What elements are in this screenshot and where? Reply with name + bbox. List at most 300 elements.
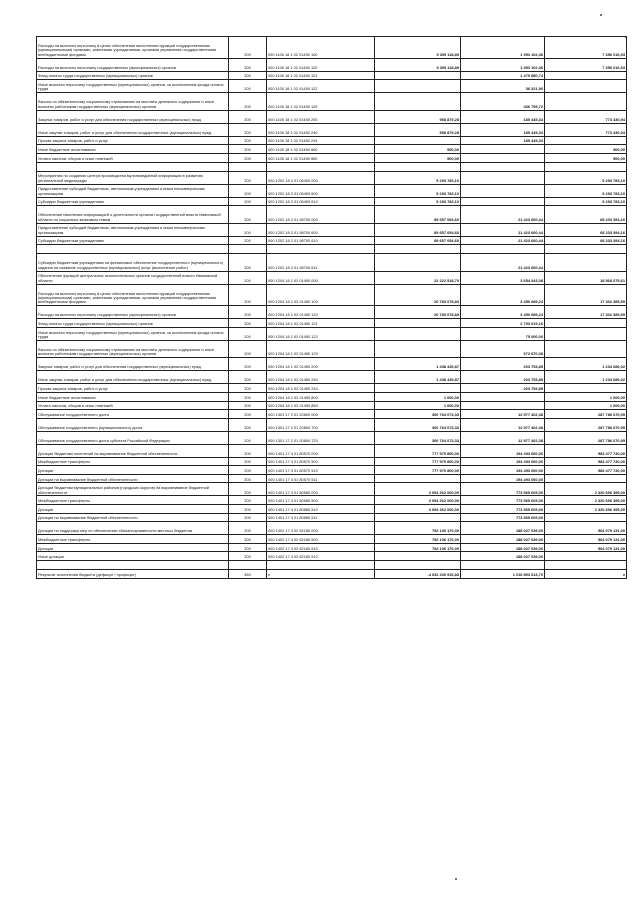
row-classification-cell: 000 1401 17 4 01 80580 500 <box>267 496 375 505</box>
table-row <box>37 496 627 505</box>
spacer-cell <box>461 162 545 171</box>
row-executed-amount-cell: 203 753,85 <box>461 358 545 371</box>
table-row <box>37 371 627 384</box>
row-approved-amount-cell: 300 764 073,33 <box>375 418 461 431</box>
row-classification-cell: 000 1301 17 2 01 20800 000 <box>267 410 375 419</box>
row-approved-amount-cell <box>375 474 461 483</box>
table-row <box>37 93 627 110</box>
row-name-cell: Предоставление субсидий бюджетным, автономным учреждениям и иным некоммерческим организациям <box>37 223 229 236</box>
table-row <box>37 410 627 419</box>
row-executed-amount-cell: 21 423 660,44 <box>461 206 545 223</box>
row-name-cell: Дотации <box>37 505 229 514</box>
row-code-cell: 200 <box>229 483 267 496</box>
row-classification-cell: 000 1202 18 2 01 98700 610 <box>267 236 375 245</box>
row-remaining-amount-cell: 773 430,94 <box>545 110 627 123</box>
row-name-cell: Взносы по обязательному социальному страхованию на выплаты денежного содержания и иные выплаты работникам государственных (муниципальных) органов <box>37 340 229 357</box>
row-code-cell: 200 <box>229 513 267 522</box>
row-code-cell: 200 <box>229 145 267 154</box>
table-row <box>37 236 627 245</box>
row-classification-cell: 000 1204 18 1 02 01450 200 <box>267 358 375 371</box>
row-executed-amount-cell: 2 703 019,16 <box>461 319 545 328</box>
spacer-cell <box>229 245 267 254</box>
spacer-cell <box>545 245 627 254</box>
row-executed-amount-cell: 188 027 039,00 <box>461 552 545 561</box>
row-code-cell: 200 <box>229 457 267 466</box>
table-row <box>37 358 627 371</box>
spacer-cell <box>545 162 627 171</box>
row-name-cell: Закупка товаров, работ и услуг для обеспечения государственных (муниципальных) нужд <box>37 358 229 371</box>
row-code-cell: 200 <box>229 466 267 475</box>
row-name-cell: Субсидии бюджетным учреждениям на финансовое обеспечение государственного (муниципального) задания на оказание государственных (муниципальных) услуг (выполнение работ) <box>37 254 229 271</box>
table-row <box>37 444 627 457</box>
row-approved-amount-cell: 1 000,00 <box>375 392 461 401</box>
row-approved-amount-cell: 22 222 518,70 <box>375 271 461 284</box>
row-approved-amount-cell: 777 970 800,00 <box>375 466 461 475</box>
row-classification-cell: 000 1105 18 1 02 01450 244 <box>267 136 375 145</box>
row-approved-amount-cell <box>375 327 461 340</box>
row-code-cell: 200 <box>229 197 267 206</box>
row-executed-amount-cell: 203 753,85 <box>461 371 545 384</box>
row-classification-cell: 000 1202 18 2 01 98700 000 <box>267 206 375 223</box>
row-approved-amount-cell: 5 293 783,10 <box>375 171 461 184</box>
row-name-cell: Расходы на выплаты персоналу государственных (муниципальных) органов <box>37 58 229 71</box>
row-executed-amount-cell: 773 565 605,00 <box>461 483 545 496</box>
row-executed-amount-cell: 3 450 689,24 <box>461 284 545 306</box>
row-executed-amount-cell: 194 493 060,00 <box>461 474 545 483</box>
row-remaining-amount-cell <box>545 340 627 357</box>
row-approved-amount-cell <box>375 513 461 522</box>
budget-table-body <box>37 37 627 579</box>
row-name-cell: Иные бюджетные ассигнования <box>37 392 229 401</box>
row-remaining-amount-cell: 17 332 389,59 <box>545 284 627 306</box>
row-name-cell: Дотации <box>37 543 229 552</box>
row-remaining-amount-cell <box>545 254 627 271</box>
row-code-cell: 200 <box>229 401 267 410</box>
row-executed-amount-cell: 194 493 060,00 <box>461 466 545 475</box>
row-approved-amount-cell: 752 106 170,00 <box>375 543 461 552</box>
row-remaining-amount-cell: 500,00 <box>545 153 627 162</box>
row-approved-amount-cell: 89 657 054,60 <box>375 236 461 245</box>
row-name-cell: Фонд оплаты труда государственных (муниципальных) органов <box>37 319 229 328</box>
row-executed-amount-cell: 3 450 689,24 <box>461 306 545 319</box>
table-row <box>37 80 627 93</box>
row-code-cell: 200 <box>229 384 267 393</box>
row-approved-amount-cell: 5 293 783,10 <box>375 197 461 206</box>
row-name-cell: Иные закупки товаров, работ и услуг для обеспечения государственных (муниципальных) нужд <box>37 371 229 384</box>
row-remaining-amount-cell <box>545 319 627 328</box>
row-approved-amount-cell: 9 309 118,89 <box>375 58 461 71</box>
row-name-cell: Предоставление субсидий бюджетным, автономным учреждениям и иным некоммерческим организациям <box>37 184 229 197</box>
row-name-cell: Иные бюджетные ассигнования <box>37 145 229 154</box>
row-executed-amount-cell: 773 565 605,00 <box>461 496 545 505</box>
row-remaining-amount-cell <box>545 513 627 522</box>
row-executed-amount-cell <box>461 401 545 410</box>
row-executed-amount-cell: 1 479 880,74 <box>461 71 545 80</box>
table-row <box>37 197 627 206</box>
row-name-cell: Иные выплаты персоналу государственных (муниципальных) органов, за исключением фонда оплаты труда <box>37 80 229 93</box>
row-remaining-amount-cell: 287 786 670,95 <box>545 418 627 431</box>
row-executed-amount-cell <box>461 184 545 197</box>
table-row <box>37 418 627 431</box>
row-code-cell: 200 <box>229 535 267 544</box>
row-classification-cell: 000 1204 18 1 02 01450 000 <box>267 271 375 284</box>
row-approved-amount-cell: 1 000,00 <box>375 401 461 410</box>
row-executed-amount-cell: 21 423 660,44 <box>461 223 545 236</box>
table-row <box>37 384 627 393</box>
row-classification-cell: 000 1401 17 4 01 80580 511 <box>267 513 375 522</box>
row-name-cell: Субсидии бюджетным учреждениям <box>37 236 229 245</box>
row-name-cell: Иные дотации <box>37 552 229 561</box>
row-remaining-amount-cell: x <box>545 570 627 579</box>
row-remaining-amount-cell: 1 234 686,02 <box>545 358 627 371</box>
table-row <box>37 306 627 319</box>
row-name-cell: Уплата налогов, сборов и иных платежей <box>37 153 229 162</box>
row-approved-amount-cell: 300 764 073,33 <box>375 410 461 419</box>
row-remaining-amount-cell <box>545 474 627 483</box>
table-row <box>37 271 627 284</box>
row-code-cell: 200 <box>229 327 267 340</box>
row-remaining-amount-cell: 7 356 016,53 <box>545 37 627 59</box>
row-approved-amount-cell <box>375 384 461 393</box>
row-classification-cell: 000 1202 18 2 01 06400 600 <box>267 184 375 197</box>
row-remaining-amount-cell: 1 234 686,02 <box>545 371 627 384</box>
row-remaining-amount-cell <box>545 80 627 93</box>
row-approved-amount-cell: 300 764 073,33 <box>375 431 461 444</box>
row-code-cell: 200 <box>229 474 267 483</box>
row-executed-amount-cell: 203 753,85 <box>461 384 545 393</box>
row-code-cell: 200 <box>229 418 267 431</box>
row-approved-amount-cell: 1 438 439,87 <box>375 358 461 371</box>
row-code-cell: 200 <box>229 71 267 80</box>
table-row <box>37 58 627 71</box>
table-row <box>37 401 627 410</box>
row-code-cell: 200 <box>229 123 267 136</box>
row-executed-amount-cell: 185 445,34 <box>461 136 545 145</box>
row-remaining-amount-cell <box>545 327 627 340</box>
row-remaining-amount-cell: 583 477 740,00 <box>545 457 627 466</box>
row-code-cell: 200 <box>229 58 267 71</box>
row-name-cell: Фонд оплаты труда государственных (муниципальных) органов <box>37 71 229 80</box>
table-row <box>37 153 627 162</box>
row-executed-amount-cell: 773 565 605,00 <box>461 505 545 514</box>
row-code-cell: 200 <box>229 431 267 444</box>
row-approved-amount-cell: 3 094 262 000,00 <box>375 505 461 514</box>
row-classification-cell: 000 1204 18 1 02 01450 800 <box>267 392 375 401</box>
table-row <box>37 123 627 136</box>
table-row <box>37 206 627 223</box>
row-code-cell: 200 <box>229 319 267 328</box>
table-row <box>37 340 627 357</box>
row-executed-amount-cell: 194 493 060,00 <box>461 444 545 457</box>
spacer-cell <box>461 245 545 254</box>
row-classification-cell: 000 1401 17 4 01 80570 500 <box>267 457 375 466</box>
row-approved-amount-cell: 752 106 170,00 <box>375 535 461 544</box>
spacer-cell <box>37 245 229 254</box>
table-row <box>37 552 627 561</box>
row-code-cell: 200 <box>229 552 267 561</box>
row-name-cell: Обеспечение функций центральных исполнительных органов государственной власти Ивановской области <box>37 271 229 284</box>
row-code-cell: 200 <box>229 171 267 184</box>
table-row <box>37 466 627 475</box>
row-code-cell: 200 <box>229 284 267 306</box>
row-name-cell: Дотации на поддержку мер по обеспечению сбалансированности местных бюджетов <box>37 522 229 535</box>
table-row <box>37 474 627 483</box>
row-executed-amount-cell: 1 953 102,36 <box>461 37 545 59</box>
table-row <box>37 431 627 444</box>
spacer-cell <box>375 245 461 254</box>
row-classification-cell: 000 1202 18 2 01 06400 000 <box>267 171 375 184</box>
row-approved-amount-cell: 3 094 262 000,00 <box>375 483 461 496</box>
row-code-cell: 200 <box>229 206 267 223</box>
table-row <box>37 513 627 522</box>
table-row <box>37 71 627 80</box>
row-name-cell: Дотации <box>37 466 229 475</box>
row-classification-cell: 000 1105 18 1 02 01450 121 <box>267 71 375 80</box>
row-code-cell: 200 <box>229 371 267 384</box>
table-row <box>37 535 627 544</box>
row-remaining-amount-cell: 68 233 394,16 <box>545 236 627 245</box>
row-classification-cell: 000 1301 17 2 01 20800 700 <box>267 418 375 431</box>
spacer-cell <box>545 561 627 570</box>
table-row <box>37 136 627 145</box>
row-code-cell: 200 <box>229 236 267 245</box>
row-name-cell: Субсидии бюджетным учреждениям <box>37 197 229 206</box>
row-code-cell: 200 <box>229 522 267 535</box>
row-classification-cell: 000 1202 18 2 01 98700 600 <box>267 223 375 236</box>
table-row <box>37 37 627 59</box>
row-classification-cell: 000 1202 18 2 01 98700 611 <box>267 254 375 271</box>
row-executed-amount-cell: 36 321,90 <box>461 80 545 93</box>
row-remaining-amount-cell: 1 000,00 <box>545 401 627 410</box>
row-code-cell: 200 <box>229 80 267 93</box>
table-row <box>37 457 627 466</box>
row-name-cell: Закупка товаров, работ и услуг для обеспечения государственных (муниципальных) нужд <box>37 110 229 123</box>
row-executed-amount-cell: 12 977 402,38 <box>461 431 545 444</box>
row-code-cell: 200 <box>229 110 267 123</box>
row-code-cell: 200 <box>229 153 267 162</box>
spacer-cell <box>461 561 545 570</box>
row-approved-amount-cell <box>375 136 461 145</box>
row-executed-amount-cell: 436 799,72 <box>461 93 545 110</box>
row-classification-cell: 000 1204 18 1 02 01450 100 <box>267 284 375 306</box>
row-executed-amount-cell: 188 027 039,00 <box>461 535 545 544</box>
row-classification-cell: 000 1401 17 4 01 80570 510 <box>267 466 375 475</box>
row-remaining-amount-cell: 564 079 131,00 <box>545 522 627 535</box>
row-name-cell: Обслуживание государственного долга субъекта Российской Федерации <box>37 431 229 444</box>
budget-execution-table <box>36 36 627 579</box>
row-approved-amount-cell <box>375 552 461 561</box>
row-executed-amount-cell: 194 493 060,00 <box>461 457 545 466</box>
row-code-cell: 200 <box>229 184 267 197</box>
row-executed-amount-cell: 75 000,00 <box>461 327 545 340</box>
row-approved-amount-cell <box>375 93 461 110</box>
spacer-cell <box>267 162 375 171</box>
row-classification-cell: 000 1402 17 4 02 82180 000 <box>267 522 375 535</box>
table-row <box>37 483 627 496</box>
row-executed-amount-cell <box>461 171 545 184</box>
row-executed-amount-cell: 12 977 402,38 <box>461 410 545 419</box>
row-approved-amount-cell <box>375 80 461 93</box>
row-remaining-amount-cell <box>545 384 627 393</box>
row-code-cell: 200 <box>229 543 267 552</box>
row-remaining-amount-cell: 7 356 016,53 <box>545 58 627 71</box>
row-remaining-amount-cell: 583 477 740,00 <box>545 444 627 457</box>
row-classification-cell: 000 1401 17 4 01 80570 000 <box>267 444 375 457</box>
row-name-cell: Межбюджетные трансферты <box>37 496 229 505</box>
row-name-cell: Расходы на выплаты персоналу в целях обеспечения выполнения функций государственными (муниципальными) органами, казенными учреждениями, органами управления государственными внебюджетными фондами <box>37 37 229 59</box>
row-approved-amount-cell: 958 879,28 <box>375 123 461 136</box>
row-classification-cell: 000 1204 18 1 02 01450 240 <box>267 371 375 384</box>
row-classification-cell: 000 1402 17 4 02 82180 512 <box>267 552 375 561</box>
row-classification-cell: 000 1204 18 1 02 01450 120 <box>267 306 375 319</box>
row-remaining-amount-cell: 68 233 394,16 <box>545 206 627 223</box>
row-classification-cell: 000 1401 17 4 01 80580 000 <box>267 483 375 496</box>
table-row <box>37 392 627 401</box>
row-approved-amount-cell: 20 783 078,83 <box>375 284 461 306</box>
row-classification-cell: 000 1204 18 1 02 01450 129 <box>267 340 375 357</box>
table-row <box>37 505 627 514</box>
row-name-cell: Межбюджетные трансферты <box>37 535 229 544</box>
table-row <box>37 171 627 184</box>
row-classification-cell: 000 1105 18 1 02 01450 800 <box>267 145 375 154</box>
table-row <box>37 319 627 328</box>
row-approved-amount-cell: 9 309 118,89 <box>375 37 461 59</box>
row-remaining-amount-cell: 68 233 394,16 <box>545 223 627 236</box>
row-remaining-amount-cell: 287 786 670,95 <box>545 410 627 419</box>
row-name-cell: Дотации на выравнивание бюджетной обеспеченности <box>37 474 229 483</box>
spacer-cell <box>229 561 267 570</box>
table-row <box>37 184 627 197</box>
row-name-cell: Прочая закупка товаров, работ и услуг <box>37 136 229 145</box>
table-row <box>37 570 627 579</box>
row-classification-cell: 000 1105 18 1 02 01450 120 <box>267 58 375 71</box>
row-approved-amount-cell: 89 657 054,60 <box>375 206 461 223</box>
row-name-cell: Расходы на выплаты персоналу в целях обеспечения выполнения функций государственными (муниципальными) органами, казенными учреждениями, органами управления государственными внебюджетными фондами <box>37 284 229 306</box>
row-code-cell: 200 <box>229 392 267 401</box>
row-name-cell: Результат исполнения бюджета (дефицит / профицит) <box>37 570 229 579</box>
row-remaining-amount-cell <box>545 136 627 145</box>
row-name-cell: Иные выплаты персоналу государственных (муниципальных) органов, за исключением фонда оплаты труда <box>37 327 229 340</box>
row-approved-amount-cell: 1 438 439,87 <box>375 371 461 384</box>
row-approved-amount-cell: 3 094 262 000,00 <box>375 496 461 505</box>
row-name-cell: Расходы на выплаты персоналу государственных (муниципальных) органов <box>37 306 229 319</box>
table-row <box>37 543 627 552</box>
row-approved-amount-cell: 5 293 783,10 <box>375 184 461 197</box>
row-approved-amount-cell <box>375 340 461 357</box>
row-remaining-amount-cell: 5 293 783,10 <box>545 184 627 197</box>
row-classification-cell: 000 1105 18 1 02 01450 122 <box>267 80 375 93</box>
row-remaining-amount-cell: 5 293 783,10 <box>545 171 627 184</box>
row-classification-cell: 000 1105 18 1 02 01450 850 <box>267 153 375 162</box>
row-approved-amount-cell: 89 657 054,60 <box>375 223 461 236</box>
row-code-cell: 200 <box>229 340 267 357</box>
row-executed-amount-cell: 3 654 443,08 <box>461 271 545 284</box>
row-executed-amount-cell: 188 027 039,00 <box>461 543 545 552</box>
row-remaining-amount-cell: 1 000,00 <box>545 392 627 401</box>
table-row <box>37 110 627 123</box>
row-approved-amount-cell: 752 106 170,00 <box>375 522 461 535</box>
row-approved-amount-cell: -4 032 230 916,83 <box>375 570 461 579</box>
row-name-cell: Дотации бюджетам муниципальных районов (городских округов) на выравнивание бюджетной обеспеченности <box>37 483 229 496</box>
row-executed-amount-cell: 21 423 660,44 <box>461 236 545 245</box>
row-approved-amount-cell <box>375 319 461 328</box>
row-code-cell: 200 <box>229 271 267 284</box>
row-name-cell: Обеспечение населения информацией о деятельности органов государственной власти Ивановской области по социально значимым темам <box>37 206 229 223</box>
row-name-cell: Мероприятия по созданию центра производства мультимедийной информации в развитию региональной медиасреды <box>37 171 229 184</box>
spacer-row <box>37 245 627 254</box>
row-remaining-amount-cell <box>545 552 627 561</box>
spacer-row <box>37 561 627 570</box>
row-remaining-amount-cell: 287 786 670,95 <box>545 431 627 444</box>
row-name-cell: Дотации бюджетам поселений на выравнивание бюджетной обеспеченности <box>37 444 229 457</box>
spacer-cell <box>229 162 267 171</box>
row-remaining-amount-cell: 18 568 075,61 <box>545 271 627 284</box>
row-executed-amount-cell <box>461 145 545 154</box>
row-approved-amount-cell: 500,00 <box>375 145 461 154</box>
row-name-cell: Уплата налогов, сборов и иных платежей <box>37 401 229 410</box>
row-name-cell: Дотации на выравнивание бюджетной обеспеченности <box>37 513 229 522</box>
row-approved-amount-cell <box>375 71 461 80</box>
row-executed-amount-cell: 185 445,34 <box>461 123 545 136</box>
row-classification-cell: 000 1204 18 1 02 01450 244 <box>267 384 375 393</box>
row-executed-amount-cell: 188 027 039,00 <box>461 522 545 535</box>
spacer-row <box>37 162 627 171</box>
row-code-cell: 200 <box>229 410 267 419</box>
row-remaining-amount-cell: 5 293 783,10 <box>545 197 627 206</box>
row-classification-cell: 000 1402 17 4 02 82180 510 <box>267 543 375 552</box>
row-classification-cell: 000 1401 17 4 01 80570 511 <box>267 474 375 483</box>
row-classification-cell: x <box>267 570 375 579</box>
row-remaining-amount-cell: 583 477 740,00 <box>545 466 627 475</box>
row-executed-amount-cell <box>461 197 545 206</box>
row-executed-amount-cell: 12 977 402,38 <box>461 418 545 431</box>
row-name-cell: Обслуживание государственного долга <box>37 410 229 419</box>
row-approved-amount-cell <box>375 254 461 271</box>
row-classification-cell: 000 1105 18 1 02 01450 129 <box>267 93 375 110</box>
spacer-cell <box>37 561 229 570</box>
scan-speck <box>455 878 457 880</box>
table-row <box>37 284 627 306</box>
row-classification-cell: 000 1204 18 1 02 01450 122 <box>267 327 375 340</box>
row-approved-amount-cell: 958 879,28 <box>375 110 461 123</box>
row-code-cell: 200 <box>229 254 267 271</box>
row-code-cell: 200 <box>229 496 267 505</box>
row-name-cell: Иные закупки товаров, работ и услуг для обеспечения государственных (муниципальных) нужд <box>37 123 229 136</box>
row-classification-cell: 000 1402 17 4 02 82180 500 <box>267 535 375 544</box>
spacer-cell <box>37 162 229 171</box>
row-classification-cell: 000 1301 17 2 01 20800 720 <box>267 431 375 444</box>
row-code-cell: 200 <box>229 223 267 236</box>
row-approved-amount-cell: 777 970 800,00 <box>375 457 461 466</box>
row-remaining-amount-cell: 564 079 131,00 <box>545 535 627 544</box>
row-executed-amount-cell <box>461 392 545 401</box>
row-remaining-amount-cell: 17 332 389,59 <box>545 306 627 319</box>
row-classification-cell: 000 1105 18 1 02 01450 100 <box>267 37 375 59</box>
row-remaining-amount-cell: 564 079 131,00 <box>545 543 627 552</box>
row-remaining-amount-cell <box>545 71 627 80</box>
row-executed-amount-cell: 1 953 102,36 <box>461 58 545 71</box>
row-classification-cell: 000 1204 18 1 02 01450 121 <box>267 319 375 328</box>
row-classification-cell: 000 1105 18 1 02 01450 240 <box>267 123 375 136</box>
row-name-cell: Обслуживание государственного (муниципального) долга <box>37 418 229 431</box>
row-name-cell: Взносы по обязательному социальному страхованию на выплаты денежного содержания и иные выплаты работникам государственных (муниципальных) органов <box>37 93 229 110</box>
row-approved-amount-cell: 20 783 078,83 <box>375 306 461 319</box>
row-name-cell: Прочая закупка товаров, работ и услуг <box>37 384 229 393</box>
row-executed-amount-cell: 773 565 605,00 <box>461 513 545 522</box>
row-approved-amount-cell: 500,00 <box>375 153 461 162</box>
row-remaining-amount-cell: 500,00 <box>545 145 627 154</box>
row-remaining-amount-cell: 2 320 696 395,00 <box>545 496 627 505</box>
